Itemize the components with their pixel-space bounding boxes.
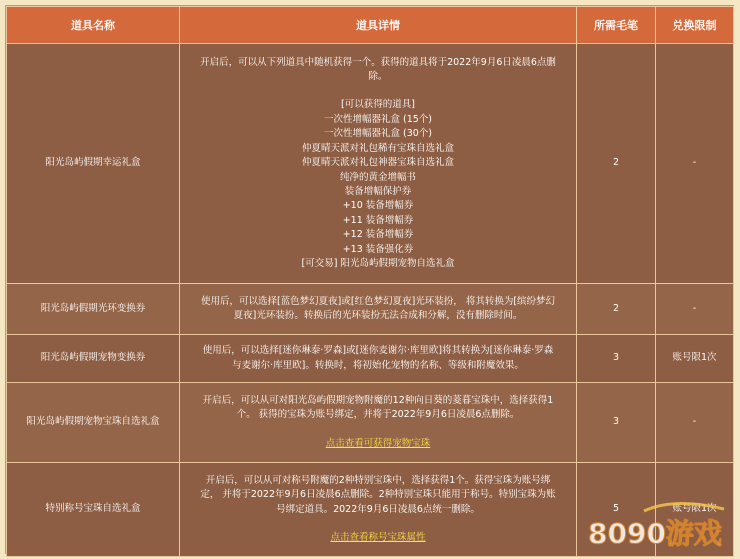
detail-list-item: +10 装备增幅券 bbox=[342, 200, 414, 212]
table-row bbox=[7, 44, 734, 284]
item-name: 阳光岛屿假期幸运礼盒 bbox=[7, 44, 180, 284]
detail-line: 定， 并将于2022年9月6日凌晨6点删除。2种特别宝珠只能用于称号。特别宝珠为账 bbox=[200, 489, 556, 501]
detail-list-item: 装备增幅保护券 bbox=[344, 185, 412, 197]
detail-spacer bbox=[190, 423, 566, 437]
table-row bbox=[7, 383, 734, 463]
detail-line: 开启后，可以从下列道具中随机获得一个。获得的道具将于2022年9月6日凌晨6点删 bbox=[200, 56, 556, 68]
brush-cost: 3 bbox=[577, 383, 656, 463]
detail-line: 与麦谢尔·库里欧]。转换时，将初始化宠物的名称、等级和附魔效果。 bbox=[232, 359, 524, 371]
brush-cost: 5 bbox=[577, 463, 656, 557]
item-detail bbox=[180, 284, 577, 335]
item-name: 阳光岛屿假期宠物变换券 bbox=[7, 335, 180, 383]
detail-line: 号绑定道具。2022年9月6日凌晨6点统一删除。 bbox=[276, 503, 480, 515]
table-row bbox=[7, 284, 734, 335]
detail-list-item: 纯净的黄金增幅书 bbox=[339, 171, 416, 183]
detail-line: 使用后，可以选择[迷你琳泰·罗森]或[迷你麦谢尔·库里欧]将其转换为[迷你琳泰·罗森 bbox=[202, 345, 554, 357]
detail-list-item: +13 装备强化券 bbox=[342, 243, 414, 255]
exchange-limit: 账号限1次 bbox=[656, 335, 734, 383]
detail-list-item: 仲夏晴天派对礼包稀有宝珠自选礼盒 bbox=[301, 142, 454, 154]
brush-cost: 2 bbox=[577, 284, 656, 335]
detail-line: 个。 获得的宝珠为账号绑定，并将于2022年9月6日凌晨6点删除。 bbox=[236, 409, 520, 421]
item-detail bbox=[180, 335, 577, 383]
brush-cost: 3 bbox=[577, 335, 656, 383]
detail-line: 使用后，可以选择[蓝色梦幻夏夜]或[红色梦幻夏夜]光环装扮， 将其转换为[缤纷梦幻 bbox=[200, 295, 556, 307]
detail-list-item: 一次性增幅器礼盒 (30个) bbox=[323, 128, 433, 140]
brush-cost: 2 bbox=[577, 44, 656, 284]
redemption-table bbox=[6, 6, 734, 557]
table-header-row bbox=[7, 7, 734, 44]
header-item-name: 道具名称 bbox=[7, 7, 180, 44]
header-item-detail: 道具详情 bbox=[180, 7, 577, 44]
view-title-orb-stats-link[interactable]: 点击查看称号宝珠属性 bbox=[330, 531, 426, 543]
detail-line: 开启后，可以从可对阳光岛屿假期宠物附魔的12种向日葵的菱暮宝珠中，选择获得1 bbox=[202, 394, 554, 406]
redemption-table-frame bbox=[5, 5, 734, 554]
item-detail bbox=[180, 463, 577, 557]
detail-list-item: 仲夏晴天派对礼包神器宝珠自选礼盒 bbox=[301, 157, 454, 169]
detail-list-item: 一次性增幅器礼盒 (15个) bbox=[323, 113, 433, 125]
watermark-swoosh bbox=[644, 503, 724, 511]
detail-line: 开启后，可以从可对称号附魔的2种特别宝珠中，选择获得1个。获得宝珠为账号绑 bbox=[205, 474, 551, 486]
exchange-limit: - bbox=[656, 44, 734, 284]
exchange-limit: - bbox=[656, 284, 734, 335]
detail-list-item: +12 装备增幅券 bbox=[342, 229, 414, 241]
header-exchange-limit: 兑换限制 bbox=[656, 7, 734, 44]
item-detail bbox=[180, 44, 577, 284]
site-watermark-logo bbox=[584, 499, 734, 553]
item-detail bbox=[180, 383, 577, 463]
exchange-limit: - bbox=[656, 383, 734, 463]
item-name: 阳光岛屿假期宠物宝珠自选礼盒 bbox=[7, 383, 180, 463]
detail-spacer bbox=[190, 84, 566, 98]
item-name: 阳光岛屿假期光环变换券 bbox=[7, 284, 180, 335]
detail-line: 除。 bbox=[368, 71, 388, 83]
detail-line: 夏夜]光环装扮。转换后的光环装扮无法合成和分解，没有删除时间。 bbox=[233, 310, 523, 321]
detail-list-item: [可交易] 阳光岛屿假期宠物自选礼盒 bbox=[301, 257, 455, 269]
exchange-limit: 账号限1次 bbox=[656, 463, 734, 557]
detail-list-item: +11 装备增幅券 bbox=[342, 214, 414, 226]
item-name: 特别称号宝珠自选礼盒 bbox=[7, 463, 180, 557]
table-row bbox=[7, 335, 734, 383]
watermark-text: 8090游戏 bbox=[588, 517, 722, 550]
view-pet-orbs-link[interactable]: 点击查看可获得宠物宝珠 bbox=[325, 437, 431, 449]
detail-spacer bbox=[190, 517, 566, 531]
header-brush-cost: 所需毛笔 bbox=[577, 7, 656, 44]
detail-list-heading: [可以获得的道具] bbox=[341, 99, 415, 111]
